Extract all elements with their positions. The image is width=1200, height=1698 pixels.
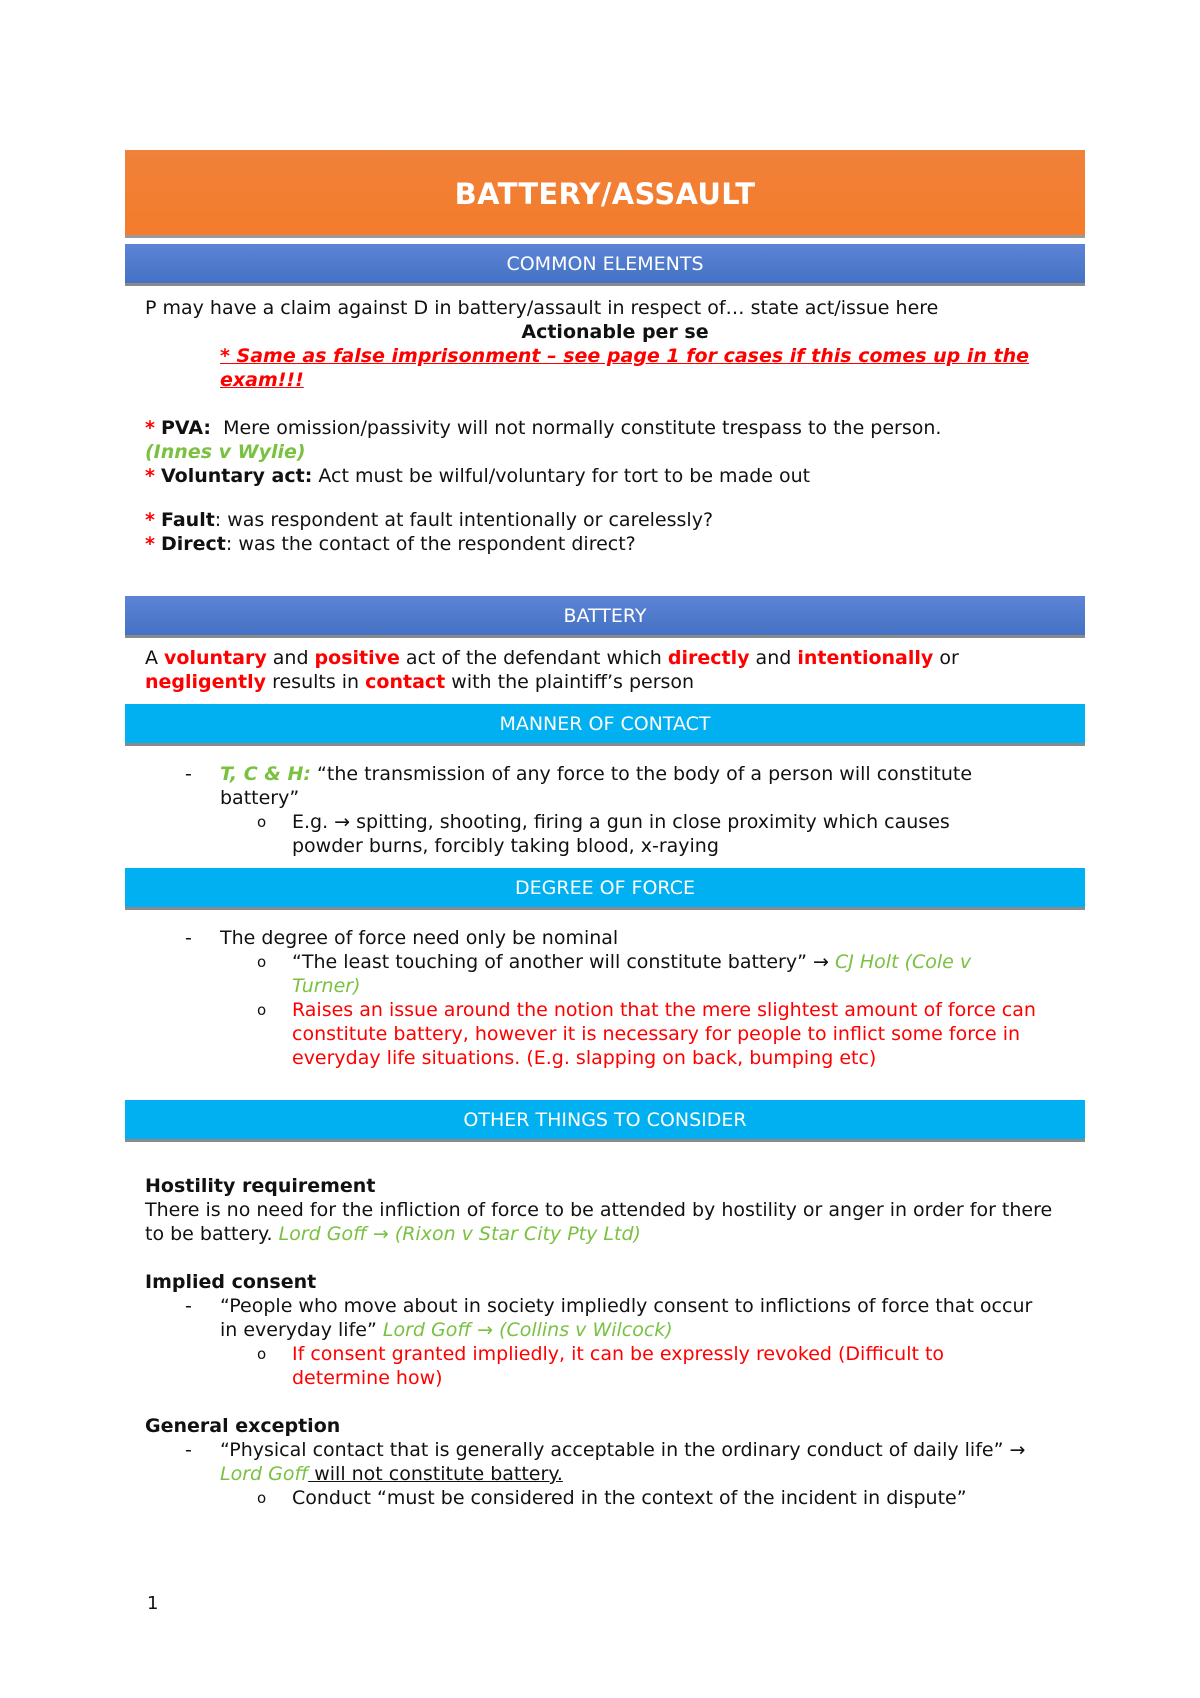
general-exception-heading: General exception — [145, 1415, 341, 1437]
degree-sub-quote: o “The least touching of another will constitute battery” → CJ Holt (Cole v Turner) — [257, 951, 972, 997]
page-number: 1 — [147, 1593, 159, 1614]
section-heading-common-elements: COMMON ELEMENTS — [125, 244, 1085, 286]
voluntary-act-element: * Voluntary act: Act must be wilful/voluntary for tort to be made out — [145, 465, 811, 487]
section-heading-other-things: OTHER THINGS TO CONSIDER — [125, 1100, 1085, 1142]
direct-element: * Direct: was the contact of the respondent direct? — [145, 533, 636, 555]
manner-item: - T, C & H: “the transmission of any force to the body of a person will constitute battery” — [185, 763, 973, 809]
section-heading-degree-of-force: DEGREE OF FORCE — [125, 868, 1085, 910]
document-title: BATTERY/ASSAULT — [125, 150, 1085, 238]
degree-item: - The degree of force need only be nominal — [185, 927, 619, 949]
general-exception-sub: o Conduct “must be considered in the context of the incident in dispute” — [257, 1487, 967, 1509]
hostility-heading: Hostility requirement — [145, 1175, 376, 1197]
hostility-paragraph: There is no need for the infliction of force to be attended by hostility or anger in order for there to be battery. Lord Goff → (Rixon v Star City Pty Ltd) — [145, 1199, 1053, 1245]
exam-note: * Same as false imprisonment – see page 1 for cases if this comes up in the exam!!! — [220, 345, 1030, 391]
intro-paragraph: P may have a claim against D in battery/assault in respect of… state act/issue here — [145, 297, 939, 319]
section-heading-manner-of-contact: MANNER OF CONTACT — [125, 704, 1085, 746]
manner-example: o E.g. → spitting, shooting, firing a gun in close proximity which causes powder burns, forcibly taking blood, x-raying — [257, 811, 950, 857]
section-heading-battery: BATTERY — [125, 596, 1085, 638]
degree-sub-issue: o Raises an issue around the notion that the mere slightest amount of force can constitute battery, however it is necessary for people to inflict some force in everyday life situations. (E.g. slapping on back, bumping etc) — [257, 999, 1036, 1069]
implied-consent-item: - “People who move about in society impliedly consent to inflictions of force that occur in everyday life” Lord Goff → (Collins v Wilcock) — [185, 1295, 1033, 1341]
actionable-per-se: Actionable per se — [521, 321, 709, 343]
document-page — [125, 150, 1085, 1510]
pva-element: * PVA: Mere omission/passivity will not normally constitute trespass to the person. (Innes v Wylie) — [145, 417, 942, 463]
general-exception-item: - “Physical contact that is generally acceptable in the ordinary conduct of daily life” → Lord Goff will not constitute battery. — [185, 1439, 1026, 1485]
fault-element: * Fault: was respondent at fault intentionally or carelessly? — [145, 509, 714, 531]
implied-consent-sub: o If consent granted impliedly, it can be expressly revoked (Difficult to determine how) — [257, 1343, 945, 1389]
implied-consent-heading: Implied consent — [145, 1271, 317, 1293]
battery-definition: A voluntary and positive act of the defendant which directly and intentionally or negligently results in contact with the plaintiff’s person — [145, 647, 959, 693]
